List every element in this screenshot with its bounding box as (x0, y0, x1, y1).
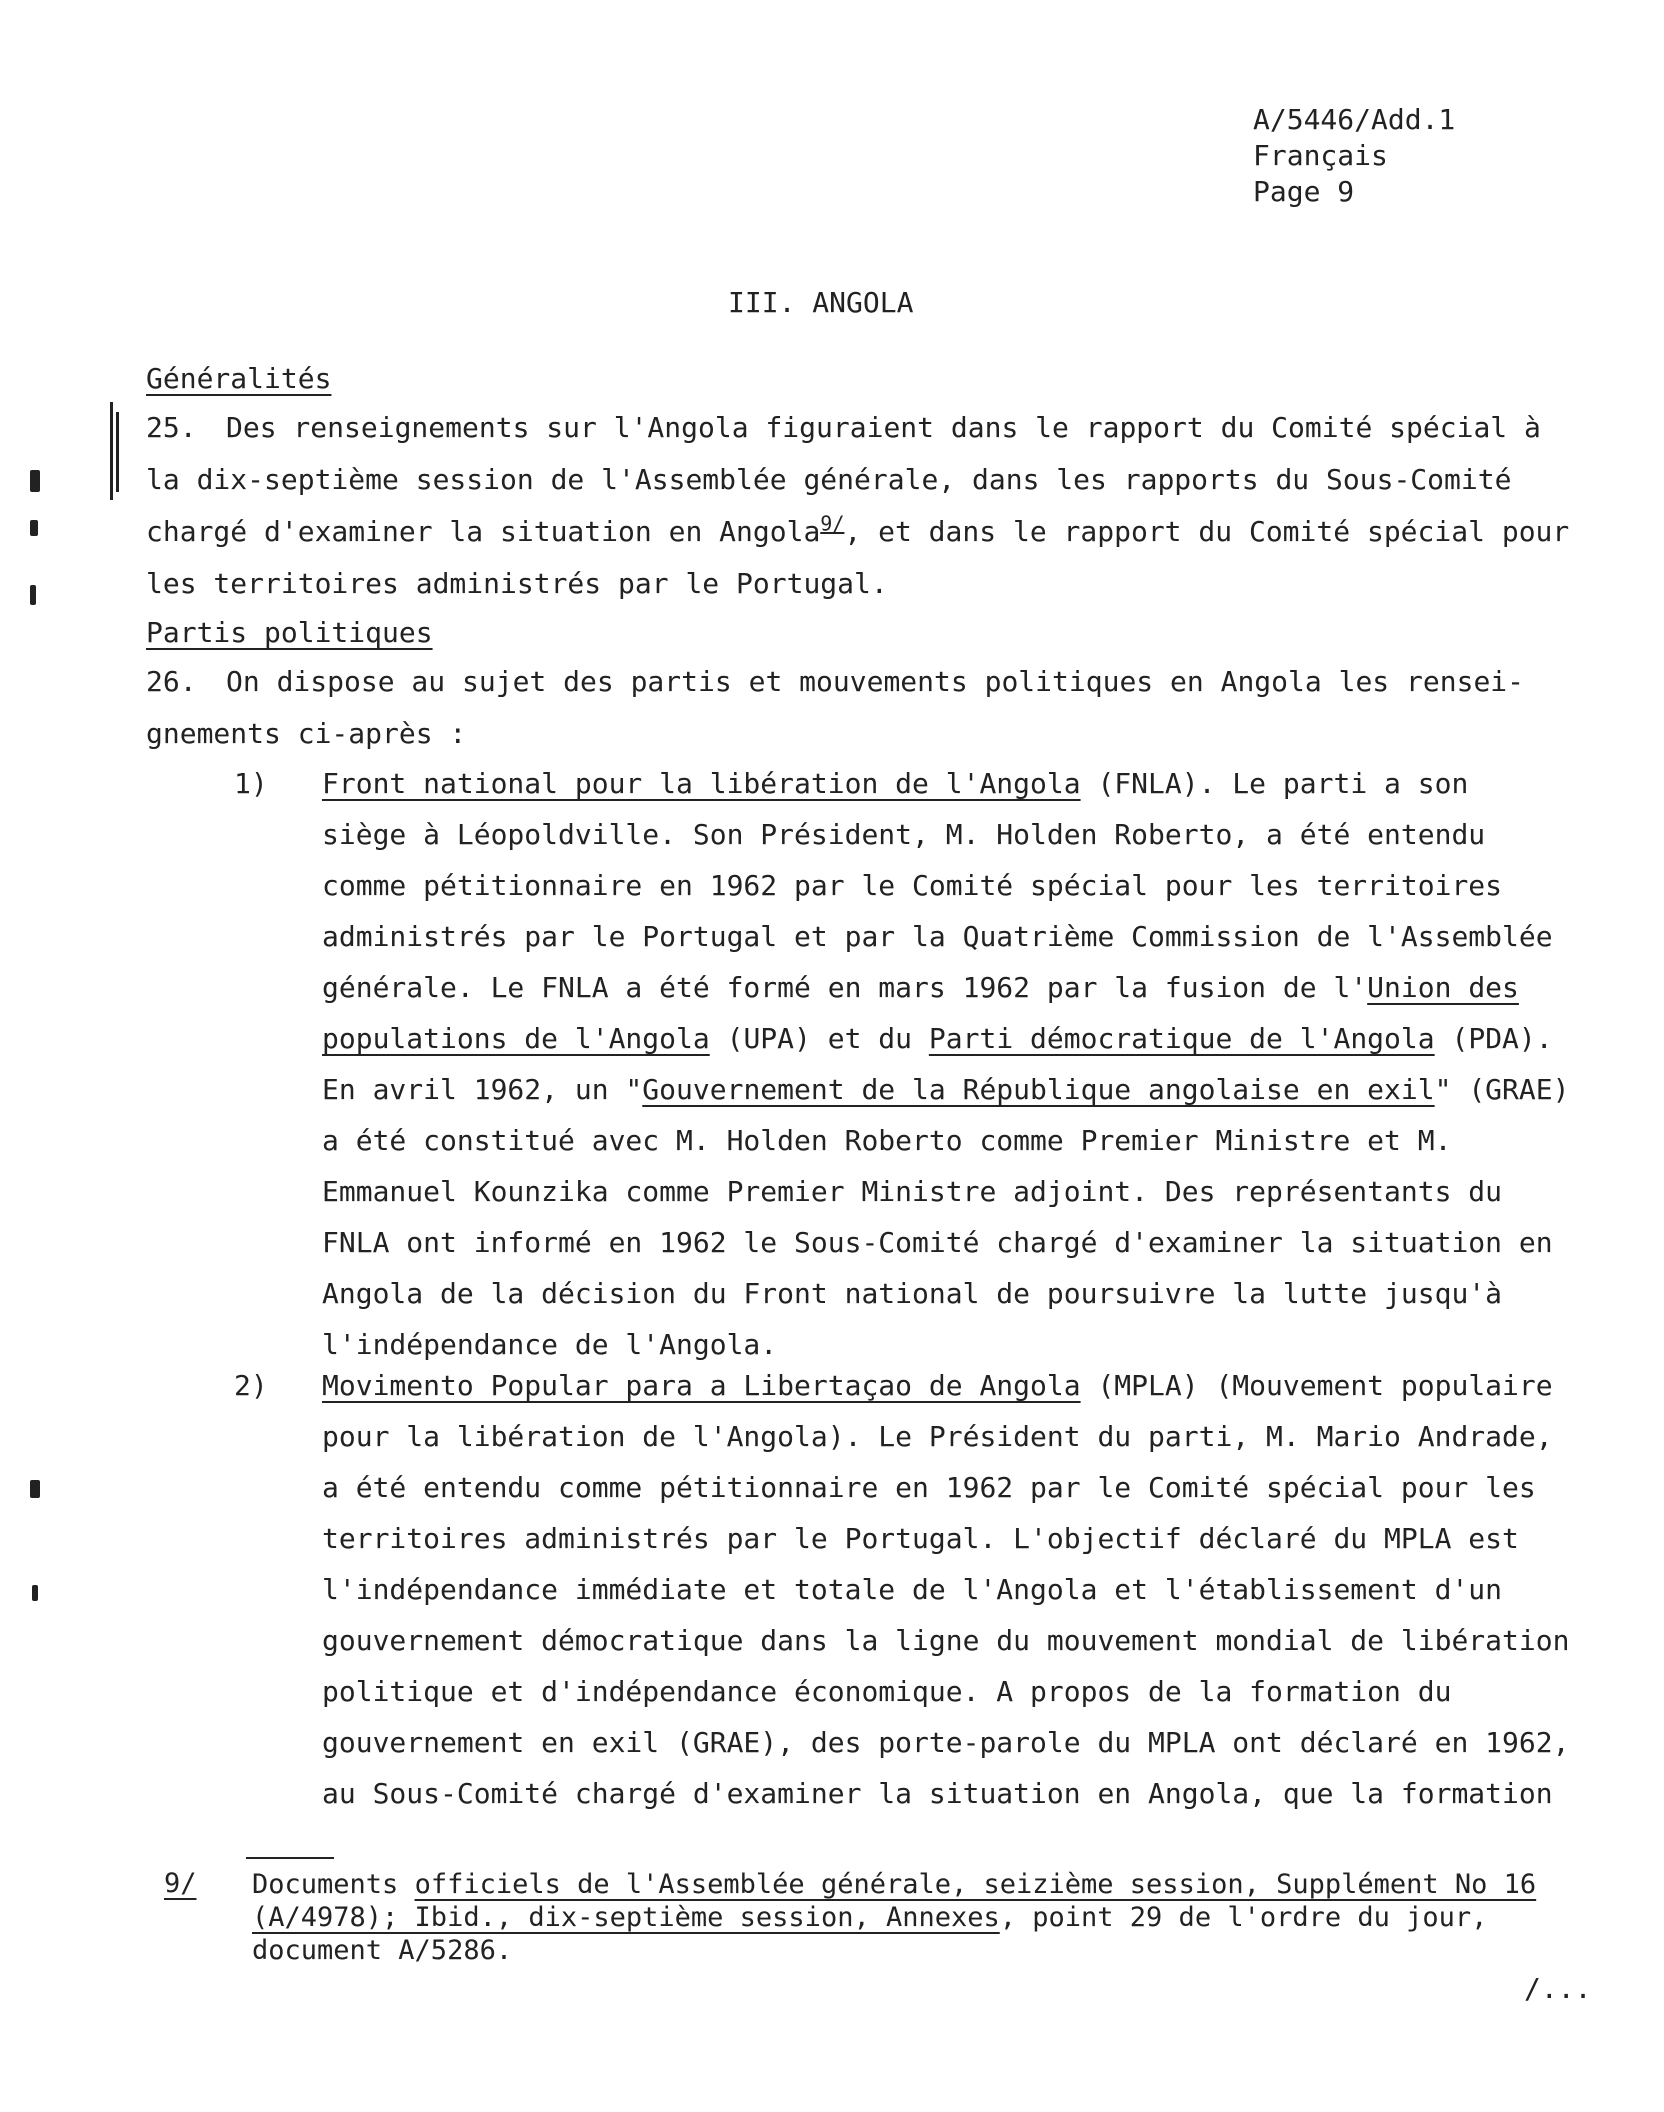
text-span: chargé d'examiner la situation en Angola (146, 515, 821, 548)
section-title: III. ANGOLA (728, 286, 914, 319)
party-name: Union des (1367, 971, 1519, 1004)
document-symbol: A/5446/Add.1 (1253, 103, 1456, 136)
margin-mark (116, 412, 119, 492)
text-span: (UPA) et du (709, 1022, 929, 1055)
text-line: administrés par le Portugal et par la Quatrième Commission de l'Assemblée (322, 920, 1553, 953)
text-line: siège à Léopoldville. Son Président, M. Holden Roberto, a été entendu (322, 818, 1486, 851)
list-item-mpla (234, 1360, 1574, 1830)
scan-speck (30, 1480, 40, 1498)
scan-speck (30, 520, 38, 536)
text-line (322, 758, 1562, 809)
text-line (146, 402, 1566, 454)
text-line: l'indépendance de l'Angola. (322, 1328, 778, 1361)
text-line: Emmanuel Kounzika comme Premier Ministre adjoint. Des représentants du (322, 1175, 1503, 1208)
list-item-fnla (234, 758, 1574, 1378)
text-line: gouvernement démocratique dans la ligne du mouvement mondial de libération (322, 1624, 1570, 1657)
paragraph-number: 26. (146, 665, 197, 698)
text-line: territoires administrés par le Portugal. L'objectif déclaré du MPLA est (322, 1522, 1519, 1555)
paragraph-26 (146, 656, 1566, 760)
heading-generalites: Généralités (146, 362, 332, 395)
party-name: Movimento Popular para a Libertaçao de Angola (322, 1369, 1081, 1402)
footnote-reference: 9/ (820, 511, 845, 536)
text-span: générale. Le FNLA a été formé en mars 1962 par la fusion de l' (322, 971, 1368, 1004)
party-name: populations de l'Angola (322, 1022, 710, 1055)
text-span: , point 29 de l'ordre du jour, (999, 1902, 1488, 1933)
text-line: comme pétitionnaire en 1962 par le Comité spécial pour les territoires (322, 869, 1503, 902)
text-span: , et dans le rapport du Comité spécial pour (844, 515, 1570, 548)
heading-partis-politiques: Partis politiques (146, 616, 433, 649)
continuation-mark: /... (1524, 1972, 1592, 2005)
text-line (252, 1868, 1572, 1901)
text-span: Documents (252, 1869, 415, 1900)
text-line: la dix-septième session de l'Assemblée générale, dans les rapports du Sous-Comité (146, 463, 1512, 496)
party-name: Front national pour la libération de l'Angola (322, 767, 1081, 800)
list-marker: 2) (234, 1369, 268, 1402)
government-name: Gouvernement de la République angolaise en exil (642, 1073, 1435, 1106)
text-line: document A/5286. (252, 1935, 513, 1966)
list-marker: 1) (234, 767, 268, 800)
document-header (1253, 102, 1455, 210)
text-line (322, 962, 1562, 1013)
text-line: pour la libération de l'Angola). Le Président du parti, M. Mario Andrade, (322, 1420, 1553, 1453)
list-item-body (322, 1360, 1570, 1819)
text-span: On dispose au sujet des partis et mouvements politiques en Angola les rensei- (226, 665, 1525, 698)
margin-mark (110, 402, 113, 500)
scan-speck (30, 585, 36, 605)
text-line: a été entendu comme pétitionnaire en 1962 par le Comité spécial pour les (322, 1471, 1536, 1504)
text-line: gnements ci-après : (146, 717, 467, 750)
document-language: Français (1253, 139, 1388, 172)
list-item-body (322, 758, 1570, 1370)
text-span: " (GRAE) (1434, 1073, 1570, 1106)
text-line (146, 506, 1570, 558)
text-line (252, 1901, 1572, 1934)
text-line (322, 1360, 1562, 1411)
page-number: Page 9 (1253, 175, 1355, 208)
footnote-separator (246, 1857, 334, 1859)
text-line (146, 656, 1566, 708)
scan-speck (30, 470, 40, 492)
text-span: Des renseignements sur l'Angola figuraient dans le rapport du Comité spécial à (226, 411, 1541, 444)
footnote-number: 9/ (164, 1868, 197, 1899)
citation-title: (A/4978); Ibid., dix-septième session, Annexes (252, 1902, 1000, 1933)
paragraph-25 (146, 402, 1570, 610)
text-span: (MPLA) (Mouvement populaire (1080, 1369, 1553, 1402)
text-line: politique et d'indépendance économique. A propos de la formation du (322, 1675, 1452, 1708)
party-name: Parti démocratique de l'Angola (928, 1022, 1435, 1055)
text-span: (PDA). (1434, 1022, 1553, 1055)
footnote-text (252, 1868, 1572, 1967)
text-line (322, 1013, 1562, 1064)
scan-speck (32, 1585, 38, 1601)
text-line: les territoires administrés par le Portugal. (146, 567, 888, 600)
paragraph-number: 25. (146, 411, 197, 444)
text-span: (FNLA). Le parti a son (1080, 767, 1469, 800)
text-line: l'indépendance immédiate et totale de l'Angola et l'établissement d'un (322, 1573, 1503, 1606)
text-span: En avril 1962, un " (322, 1073, 643, 1106)
text-line: gouvernement en exil (GRAE), des porte-parole du MPLA ont déclaré en 1962, (322, 1726, 1570, 1759)
text-line: a été constitué avec M. Holden Roberto comme Premier Ministre et M. (322, 1124, 1452, 1157)
text-line: FNLA ont informé en 1962 le Sous-Comité chargé d'examiner la situation en (322, 1226, 1553, 1259)
citation-title: officiels de l'Assemblée générale, seizième session, Supplément No 16 (414, 1869, 1537, 1900)
text-line (322, 1064, 1570, 1115)
text-line: Angola de la décision du Front national de poursuivre la lutte jusqu'à (322, 1277, 1503, 1310)
text-line: au Sous-Comité chargé d'examiner la situation en Angola, que la formation (322, 1777, 1553, 1810)
